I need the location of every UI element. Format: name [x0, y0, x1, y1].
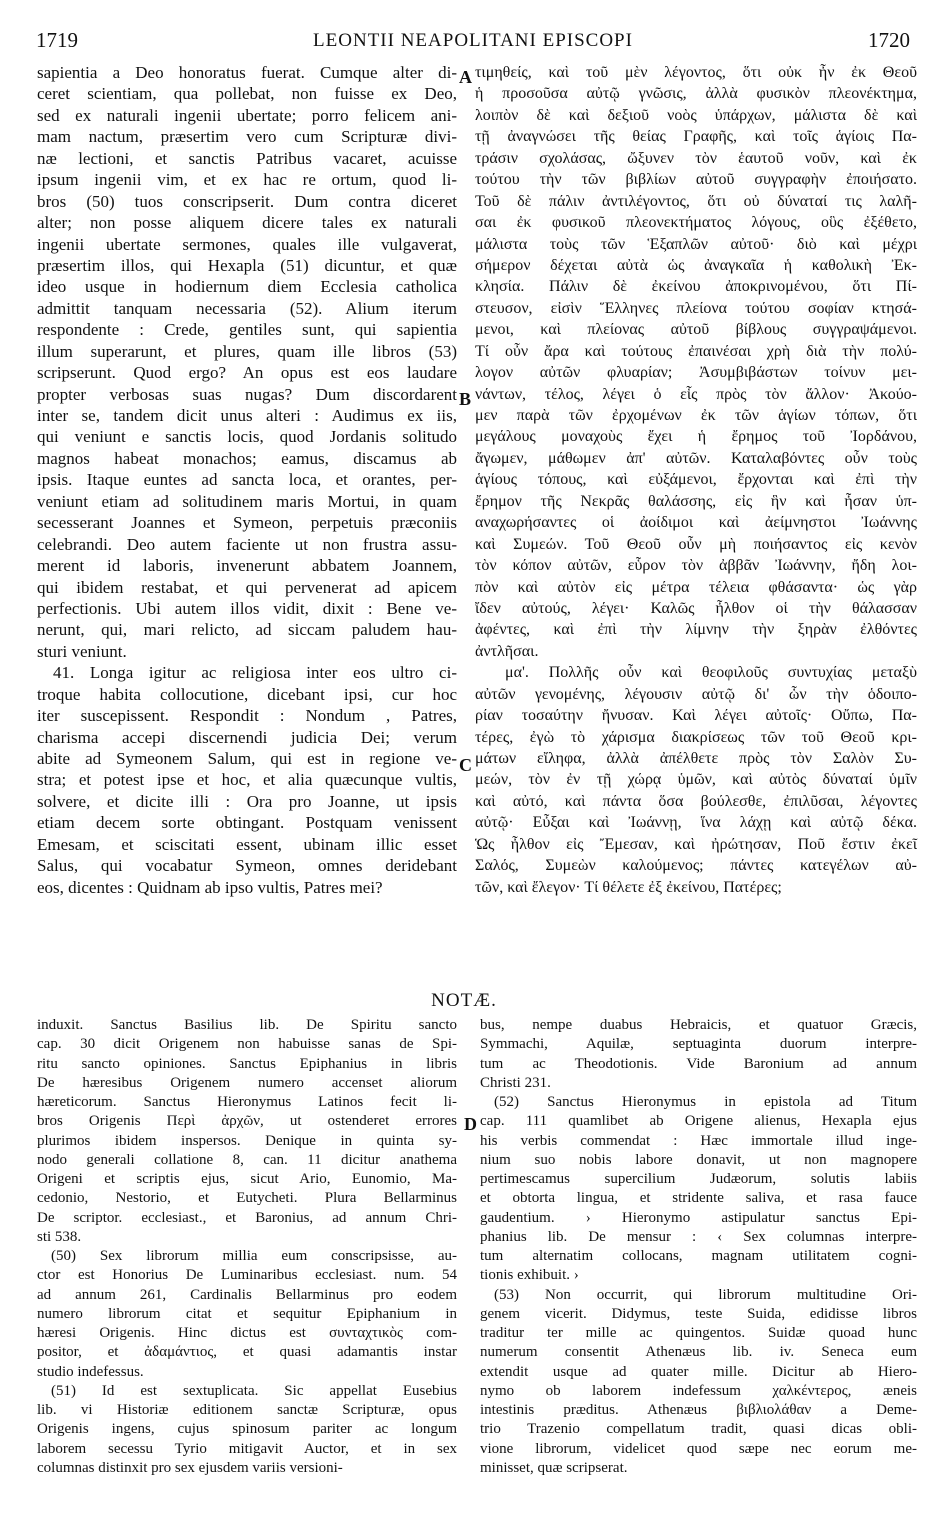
note-line: minisset, quæ scripserat.: [480, 1459, 628, 1476]
latin-text-line: qui ibidem restabat, et qui pervenerat ad apicem: [37, 577, 457, 597]
note-line: ad annum 261, Cardinalis Bellarminus pro eodem: [37, 1286, 457, 1303]
latin-text-line: merent id laboris, invenerunt abbatem Joannem,: [37, 556, 457, 576]
greek-text-line: αὐτῷ· Εὖξαι καὶ Ἰωάννῃ, ἵνα λάχῃ καὶ αὐτῷ δέκα.: [475, 814, 917, 832]
note-line: ritu sancto opiniones. Sanctus Epiphanius in libris: [37, 1055, 457, 1072]
latin-text-line: ipsum ingenii vim, et ex hac re ortum, quod li-: [37, 170, 457, 190]
note-line: extendit usque ad quater mille. Dicitur ab Hiero-: [480, 1363, 917, 1380]
greek-text-line: ἡ προσοῦσα αὐτῷ γνῶσις, ἀλλὰ φυσικὸν πλεονέκτημα,: [475, 85, 917, 103]
latin-text-line: Salus, qui vocabatur Symeon, omnes deridebant: [37, 856, 457, 876]
greek-text-line: μα'. Πολλῆς οὖν καὶ θεοφιλοῦς συντυχίας μεταξὺ: [505, 664, 917, 682]
latin-text-line: sapientia a Deo honoratus fuerat. Cumque alter di-: [37, 63, 457, 82]
note-line: cedonio, Nestorio, et Eutycheti. Plura Bellarminus: [37, 1190, 457, 1207]
greek-text-line: Τοῦ δὲ πάλιν ἀντιλέγοντος, ὅτι οὐ δύναταί τις λαλῆ-: [475, 192, 917, 210]
note-line: tionis exhibuit. ›: [480, 1267, 579, 1284]
note-line: hæreticorum. Sanctus Hieronymus Latinos fecit li-: [37, 1094, 457, 1110]
note-line: hæresi Origenis. Hinc dictus est συνταχτικὸς com-: [37, 1325, 457, 1341]
notes-heading: NOTÆ.: [431, 990, 497, 1011]
note-line: induxit. Sanctus Basilius lib. De Spiritu sancto: [37, 1017, 457, 1033]
latin-text-line: illum superarunt, et plures, quam ille libros (53): [37, 341, 457, 361]
latin-text-line: sed ex naturali ingenii ubertate; porro felicem ani-: [37, 105, 457, 125]
note-line: (50) Sex librorum millia eum conscripsisse, au-: [51, 1248, 457, 1264]
greek-text-line: μεών, τὸν ἐν τῇ χώρᾳ ὑμῶν, καὶ αὐτὸς δύναταί ὑμῖν: [475, 771, 917, 789]
greek-text-line: ἴδεν αὐτούς, λέγει· Καλῶς ἦλθον οἱ τὴν θάλασσαν: [475, 599, 917, 617]
note-line: nodo generali collatione 8, can. 11 dicitur anathema: [37, 1151, 457, 1168]
note-line: bros Origenis Περὶ ἀρχῶν, ut ostenderet errores: [37, 1113, 457, 1130]
latin-text-line: stra; et potest ipse et hoc, et alia quæcunque vultis,: [37, 770, 457, 790]
greek-text-line: τούτου τὴν τῶν βιβλίων αὐτοῦ συγγραφὴν ἐποιήσατο.: [475, 171, 917, 189]
latin-text-line: ipsis. Itaque euntes ad sancta loca, et orantes, per-: [37, 470, 457, 490]
margin-marker-a: A: [459, 67, 472, 87]
greek-text-line: αὐτῶν γενομένης, λέγουσιν αὐτῷ δι' ὧν τὴν ὁδοιπο-: [475, 685, 917, 703]
note-line: intestinis præditus. Athenæus βιβλιολάθαν a Deme-: [480, 1402, 917, 1418]
latin-text-line: 41. Longa igitur ac religiosa inter eos ultro ci-: [53, 663, 457, 683]
note-line: his verbis commendat : Hæc immortale illud inge-: [480, 1132, 917, 1149]
greek-text-line: τράσιν σχολάσας, ὤξυνεν τὸν ἑαυτοῦ νοῦν, καὶ ἐκ: [475, 149, 917, 167]
greek-text-line: μεγάλους μοναχοὺς ἔχει ἡ ἔρημος τοῦ Ἰορδάνου,: [475, 428, 917, 446]
note-line: cap. 111 quamlibet ab Origene alienus, Hexapla ejus: [480, 1113, 917, 1130]
greek-text-line: λοιπὸν δὲ καὶ δεξιοῦ νοὸς ὑπάρχων, μάλιστα δὲ καὶ: [475, 106, 917, 124]
greek-text-line: μάλιστα τοὺς τῶν Ἑξαπλῶν αὐτοῦ· διὸ καὶ μέχρι: [475, 235, 917, 253]
latin-text-line: alter; non posse aliquem dicere tales ex naturali: [37, 213, 457, 233]
latin-text-line: ceret scientiam, qua pollebat, non fuisse ex Deo,: [37, 84, 457, 104]
greek-text-line: κλησία. Πάλιν δὲ ἐκείνου ἀποκρινομένου, ὅτι Πί-: [475, 278, 917, 296]
note-line: tum alternatim collocans, magnam utilitatem cogni-: [480, 1248, 917, 1264]
note-line: cap. 30 dicit Origenem non habuisse sanas de Spi-: [37, 1036, 457, 1053]
latin-text-line: charisma accepi discernendi judicia Dei; verum: [37, 727, 457, 747]
note-line: nium suo nobis labore donavit, ut non magnopere: [480, 1151, 917, 1168]
note-line: De hæresibus Origenem numero accenset aliorum: [37, 1074, 457, 1091]
note-line: Christi 231.: [480, 1074, 551, 1091]
greek-text-line: στευσον, εἰσὶν Ἕλληνες πλείονα τούτου σοφίαν κτησά-: [475, 299, 917, 317]
greek-text-line: καὶ αὐτό, καὶ πάντα ὅσα βούλεσθε, ἐπιλῦσαι, λέγοντες: [475, 792, 917, 810]
note-line: (52) Sanctus Hieronymus in epistola ad Titum: [494, 1094, 917, 1110]
greek-text-line: Ὡς ἦλθον εἰς Ἔμεσαν, καὶ ἠρώτησαν, Ποῦ ἔστιν ἐκεῖ: [475, 835, 917, 853]
latin-text-line: Emesam, et sciscitati essent, ubinam illic esset: [37, 834, 457, 854]
latin-text-line: etiam decem sorte obtingant. Postquam venissent: [37, 813, 457, 833]
note-line: lib. vi Historiæ editionem sanctæ Scripturæ, opus: [37, 1402, 457, 1418]
page-number-left: 1719: [36, 28, 78, 52]
latin-text-line: perfectionis. Ubi autem illos vidit, dixit : Bene ve-: [37, 598, 457, 618]
greek-text-line: ρίαν τοσαύτην ἤνυσαν. Καὶ λέγει αὐτοῖς· Οὔπω, Πα-: [475, 707, 917, 725]
note-line: gaudentium. › Hieronymo astipulatur sanctus Epi-: [480, 1209, 917, 1226]
note-line: phanius lib. De mensur : ‹ Sex columnas interpre-: [480, 1228, 917, 1245]
greek-text-line: ἀφέντες, καὶ ἐπὶ τὴν λίμνην τὴν ξηρὰν ἐλθόντες: [475, 621, 917, 639]
greek-text-line: λογον αὐτῶν φλυαρίαν; Ἀσυμβιβάστων τοίνυν μει-: [475, 364, 917, 382]
greek-text-line: καὶ Συμεών. Τοῦ Θεοῦ οὖν μὴ ποιήσαντος εἰς κενὸν: [475, 535, 917, 553]
note-line: (51) Id est sextuplicata. Sic appellat Eusebius: [51, 1382, 457, 1399]
margin-marker-c: C: [459, 755, 472, 775]
latin-text-line: sturi veniunt.: [37, 641, 127, 661]
latin-text-line: veniunt etiam ad solitudinem maris Mortui, in quam: [37, 491, 457, 511]
latin-text-line: eos, dicentes : Quidnam ab ipso vultis, Patres mei?: [37, 877, 383, 897]
latin-text-line: ingenii ubertate sermones, quales ille vulgaverat,: [37, 234, 457, 254]
greek-text-line: τῶν, καὶ ἔλεγον· Τί θέλετε ἐξ ἐκείνου, Πατέρες;: [475, 878, 782, 896]
latin-text-line: mam nactum, præsertim vero cum Scripturæ divi-: [37, 127, 457, 147]
latin-text-line: magnos habeat monachos; eamus, discamus ab: [37, 448, 457, 468]
note-line: genem vicerit. Didymus, teste Suida, edidisse libros: [480, 1305, 917, 1322]
latin-text-line: bros (50) tuos conscripserit. Dum contra diceret: [37, 191, 457, 211]
note-line: studio indefessus.: [37, 1363, 144, 1380]
latin-text-line: solvere, et dicite illi : Ora pro Joanne, ut ipsis: [37, 791, 457, 811]
greek-text-line: τιμηθείς, καὶ τοῦ μὲν λέγοντος, ὅτι οὐκ ἦν ἐκ Θεοῦ: [475, 64, 917, 81]
notes-right-column: [480, 1016, 917, 1478]
greek-text-line: σαι ἐκ φυσικοῦ πλεονεκτήματος λόγους, οὓς ἐξέθετο,: [475, 214, 917, 232]
note-line: tum ac Theodotionis. Vide Baronium ad annum: [480, 1055, 917, 1072]
latin-text-line: qui veniunt e sanctis locis, quod Jordanis solitudo: [37, 427, 457, 447]
greek-text-line: πὸν καὶ αὐτὸν εἰς μέτρα τέλεια φθάσαντα· ὡς γὰρ: [475, 578, 917, 596]
latin-text-line: nerunt, qui, mari relicto, ad siccam paludem hau-: [37, 620, 457, 640]
latin-column: [37, 62, 457, 898]
note-line: ctor est Honorius De Luminaribus ecclesiast. num. 54: [37, 1267, 457, 1284]
note-line: bus, nempe duabus Hebraicis, et quatuor Græcis,: [480, 1017, 917, 1033]
greek-text-line: νάντων, τέλος, λέγει ὁ εἷς πρὸς τὸν ἄλλον· Ἀκούο-: [475, 385, 917, 403]
greek-text-line: τὸν κόπον αὐτῶν, εὗρον τὸν ἀββᾶν Ἰωάννην, ἤδη λοι-: [475, 557, 917, 575]
latin-text-line: secesserant Joannes et Symeon, perpetuis præconiis: [37, 513, 457, 533]
greek-text-line: μάτων εἴληφα, ἀλλὰ ἀπέλθετε πρὸς τὸν Σαλὸν Συ-: [475, 750, 917, 767]
greek-text-line: ἁγίους τόπους, καὶ εὐξάμενοι, ἔρχονται καὶ ἐπὶ τὴν: [475, 471, 917, 489]
greek-text-line: Τί οὖν ἄρα καὶ τούτους ἐπαινέσαι χρὴ διὰ τὴν πολύ-: [475, 342, 917, 360]
greek-text-line: ἔρημον τῆς Νεκρᾶς θαλάσσης, εἰς ἣν καὶ ἦσαν ὑπ-: [475, 492, 917, 510]
note-line: Origeni et scriptis ejus, sicut Ario, Eunomio, Ma-: [37, 1171, 457, 1187]
greek-text-line: τῇ ἀναγνώσει τῆς θείας Γραφῆς, καὶ τοῖς ἁγίοις Πα-: [475, 128, 917, 146]
note-line: traditur ter mille ac quingentos. Suidæ quoad hunc: [480, 1325, 917, 1341]
note-line: plurimos ibidem inspersos. Denique in quinta sy-: [37, 1132, 457, 1149]
greek-text-line: μεν παρὰ τῶν ἐρχομένων ἐκ τῶν ἁγίων τόπων, ὅτι: [475, 407, 917, 424]
note-line: nymo ob laborem indefessum χαλκέντερος, æneis: [480, 1382, 917, 1399]
greek-text-line: Σαλός, Συμεὼν καλούμενος; πάντες κατεγέλων αὐ-: [475, 857, 917, 875]
latin-text-line: præsertim illos, qui Hexapla (51) dicuntur, et quæ: [37, 255, 457, 275]
latin-text-line: iter suscepissent. Respondit : Nondum , Patres,: [37, 706, 457, 726]
note-line: (53) Non occurrit, qui librorum multitudine Ori-: [494, 1286, 917, 1303]
greek-text-line: σήμερον δέχεται αὐτὰ ὡς ἀναγκαῖα ἡ καθολικὴ Ἐκ-: [475, 256, 917, 274]
greek-text-line: ἄγωμεν, μάθωμεν ἀπ' αὐτῶν. Καταλαβόντες οὖν τοὺς: [475, 449, 917, 467]
note-line: positor, et ἀδαμάντιος, et quasi adamantis instar: [37, 1344, 457, 1361]
note-line: De scriptor. ecclesiast., et Baronius, ad annum Chri-: [37, 1209, 457, 1226]
latin-text-line: ideo usque in hodiernum diem Ecclesia catholica: [37, 277, 457, 297]
margin-marker-b: B: [459, 389, 472, 409]
latin-text-line: propter verbosas suas nugas? Dum discordarent: [37, 384, 457, 404]
latin-text-line: inter se, tandem dicit unus alteri : Audimus ex iis,: [37, 406, 457, 425]
note-line: Symmachi, Aquilæ, septuaginta duorum interpre-: [480, 1036, 917, 1053]
note-line: vione librorum, videlicet quod sæpe nec eorum me-: [480, 1440, 917, 1457]
greek-text-line: μενοι, καὶ πλείονας αὐτοῦ βίβλους συγγραψάμενοι.: [475, 321, 917, 339]
note-line: Origenis ingens, cujus spinosum pariter ac longum: [37, 1421, 457, 1438]
latin-text-line: celebrandi. Deo autem faciente ut non frustra assu-: [37, 534, 457, 554]
greek-text-line: τέρες, ἐγὼ τὸ χάρισμα διακρίσεως τῶν τοῦ Θεοῦ κρι-: [475, 728, 917, 746]
note-line: pertimescamus supercilium Judæorum, solutis labiis: [480, 1171, 917, 1187]
latin-text-line: næ lectioni, et sanctis Patribus vacaret, acuisse: [37, 148, 457, 168]
note-line: et obtorta lingua, et stridente saliva, et rasa fauce: [480, 1190, 917, 1207]
note-line: sti 538.: [37, 1228, 82, 1245]
latin-text-line: scripserunt. Quod ergo? An opus est eos laudare: [37, 363, 457, 383]
notes-left-column: [37, 1016, 457, 1478]
greek-column: [475, 62, 917, 898]
greek-text-line: αναχωρήσαντες οἱ ἀοίδιμοι καὶ ἀείμνηστοι Ἰωάννης: [475, 514, 917, 532]
latin-text-line: respondente : Crede, gentiles sunt, qui sapientia: [37, 320, 457, 340]
latin-text-line: admittit tanquam necessaria (52). Alium iterum: [37, 298, 457, 318]
note-line: columnas distinxit pro sex ejusdem variis versioni-: [37, 1459, 343, 1476]
latin-text-line: troque habita collocutione, dicebant ipsi, cur hoc: [37, 684, 457, 704]
page-header: [36, 28, 910, 58]
note-line: laborem secessu Tyrio mitigavit Auctor, et in sex: [37, 1440, 457, 1457]
note-line: numerum consentit Athenæus lib. iv. Seneca eum: [480, 1344, 917, 1361]
margin-marker-d: D: [464, 1114, 477, 1134]
greek-text-line: ἀντλῆσαι.: [475, 642, 539, 660]
note-line: trio Trazenio compellatum tradit, quasi dicas obli-: [480, 1421, 917, 1438]
running-title: LEONTII NEAPOLITANI EPISCOPI: [313, 30, 633, 51]
page-number-right: 1720: [868, 28, 910, 52]
note-line: numero librorum citat et sequitur Epiphanium in: [37, 1305, 457, 1322]
latin-text-line: abite ad Symeonem Salum, qui est in regione ve-: [37, 749, 457, 768]
